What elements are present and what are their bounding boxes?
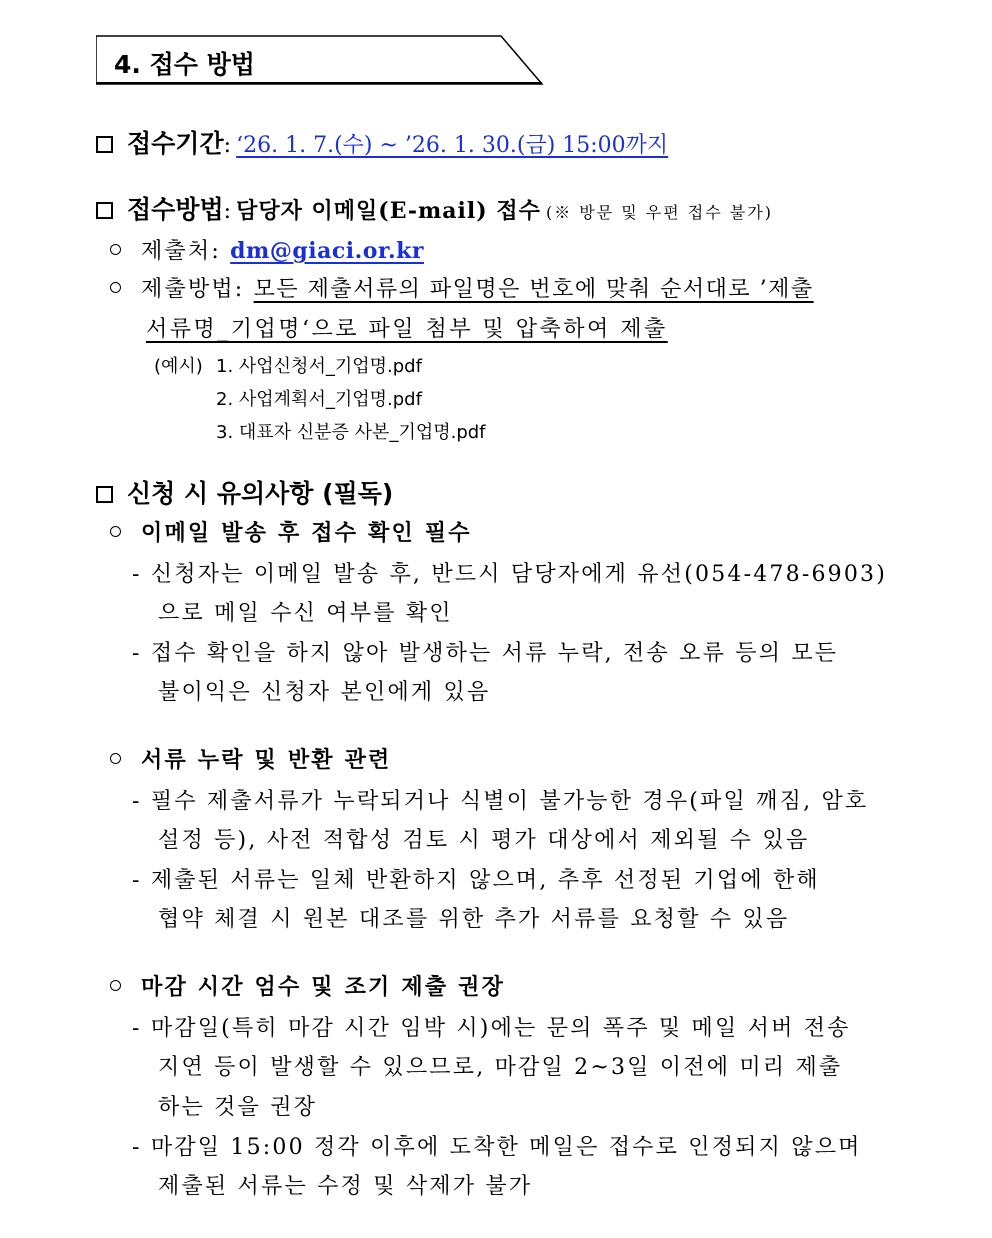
method-note: (※ 방문 및 우편 접수 불가) xyxy=(545,203,773,222)
method-label: 접수방법 xyxy=(127,195,224,224)
submit-label: 제출방법: xyxy=(141,277,245,302)
caution-line: 설정 등), 사전 적합성 검토 시 평가 대상에서 제외될 수 있음 xyxy=(158,828,810,853)
submit-text-line2: 서류명_기업명‘으로 파일 첨부 및 압축하여 제출 xyxy=(146,317,668,342)
caution-line: - 필수 제출서류가 누락되거나 식별이 불가능한 경우(파일 깨짐, 암호 xyxy=(132,789,869,814)
example-label: (예시) xyxy=(154,356,203,377)
caution-line: - 마감일(특히 마감 시간 임박 시)에는 문의 폭주 및 메일 서버 전송 xyxy=(132,1016,851,1041)
submit-row-cont xyxy=(146,312,668,343)
caution-line: - 마감일 15:00 정각 이후에 도착한 메일은 접수로 인정되지 않으며 xyxy=(132,1135,862,1160)
submit-text-line1: 모든 제출서류의 파일명은 번호에 맞춰 순서대로 ’제출 xyxy=(253,277,814,302)
period-row xyxy=(96,124,668,160)
period-label: 접수기간 xyxy=(127,129,224,158)
example-item-1: 1. 사업신청서_기업명.pdf xyxy=(216,356,422,377)
section-title: 4. 접수 방법 xyxy=(114,50,255,79)
method-value: 담당자 이메일(E-mail) 접수 xyxy=(236,198,541,224)
caution-line: 하는 것을 권장 xyxy=(158,1095,318,1120)
circle-bullet-icon xyxy=(110,282,121,293)
method-row xyxy=(96,190,773,226)
recipient-row xyxy=(110,234,424,265)
caution-line: 협약 체결 시 원본 대조를 위한 추가 서류를 요청할 수 있음 xyxy=(158,907,790,932)
caution-line: 으로 메일 수신 여부를 확인 xyxy=(158,601,453,626)
circle-bullet-icon xyxy=(110,753,121,764)
submit-row xyxy=(110,272,814,303)
caution-line: - 제출된 서류는 일체 반환하지 않으며, 추후 선정된 기업에 한해 xyxy=(132,868,820,893)
caution-line: 제출된 서류는 수정 및 삭제가 불가 xyxy=(158,1174,533,1199)
circle-bullet-icon xyxy=(110,526,121,537)
caution-line: 지연 등이 발생할 수 있으므로, 마감일 2~3일 이전에 미리 제출 xyxy=(158,1055,843,1080)
caution-heading-3: 마감 시간 엄수 및 조기 제출 권장 xyxy=(110,970,505,1001)
circle-bullet-icon xyxy=(110,244,121,255)
recipient-email-link[interactable]: dm@giaci.or.kr xyxy=(230,238,424,264)
method-colon: : xyxy=(223,199,232,224)
circle-bullet-icon xyxy=(110,980,121,991)
recipient-label: 제출처: xyxy=(141,239,221,264)
caution-line: - 접수 확인을 하지 않아 발생하는 서류 누락, 전송 오류 등의 모든 xyxy=(132,641,839,666)
example-item-3: 3. 대표자 신분증 사본_기업명.pdf xyxy=(216,422,486,443)
example-item-2: 2. 사업계획서_기업명.pdf xyxy=(216,389,422,410)
section-header-tab xyxy=(96,35,544,85)
checkbox-square-icon xyxy=(96,202,113,219)
caution-heading-1: 이메일 발송 후 접수 확인 필수 xyxy=(110,516,472,547)
caution-line: - 신청자는 이메일 발송 후, 반드시 담당자에게 유선(054-478-6903) xyxy=(132,562,888,587)
period-colon: : xyxy=(223,133,232,158)
period-value: ‘26. 1. 7.(수) ~ ’26. 1. 30.(금) 15:00까지 xyxy=(236,133,669,158)
caution-line: 불이익은 신청자 본인에게 있음 xyxy=(158,680,491,705)
checkbox-square-icon xyxy=(96,486,113,503)
caution-heading-2: 서류 누락 및 반환 관련 xyxy=(110,743,392,774)
cautions-row xyxy=(96,474,393,510)
cautions-title: 신청 시 유의사항 (필독) xyxy=(127,479,394,508)
checkbox-square-icon xyxy=(96,136,113,153)
